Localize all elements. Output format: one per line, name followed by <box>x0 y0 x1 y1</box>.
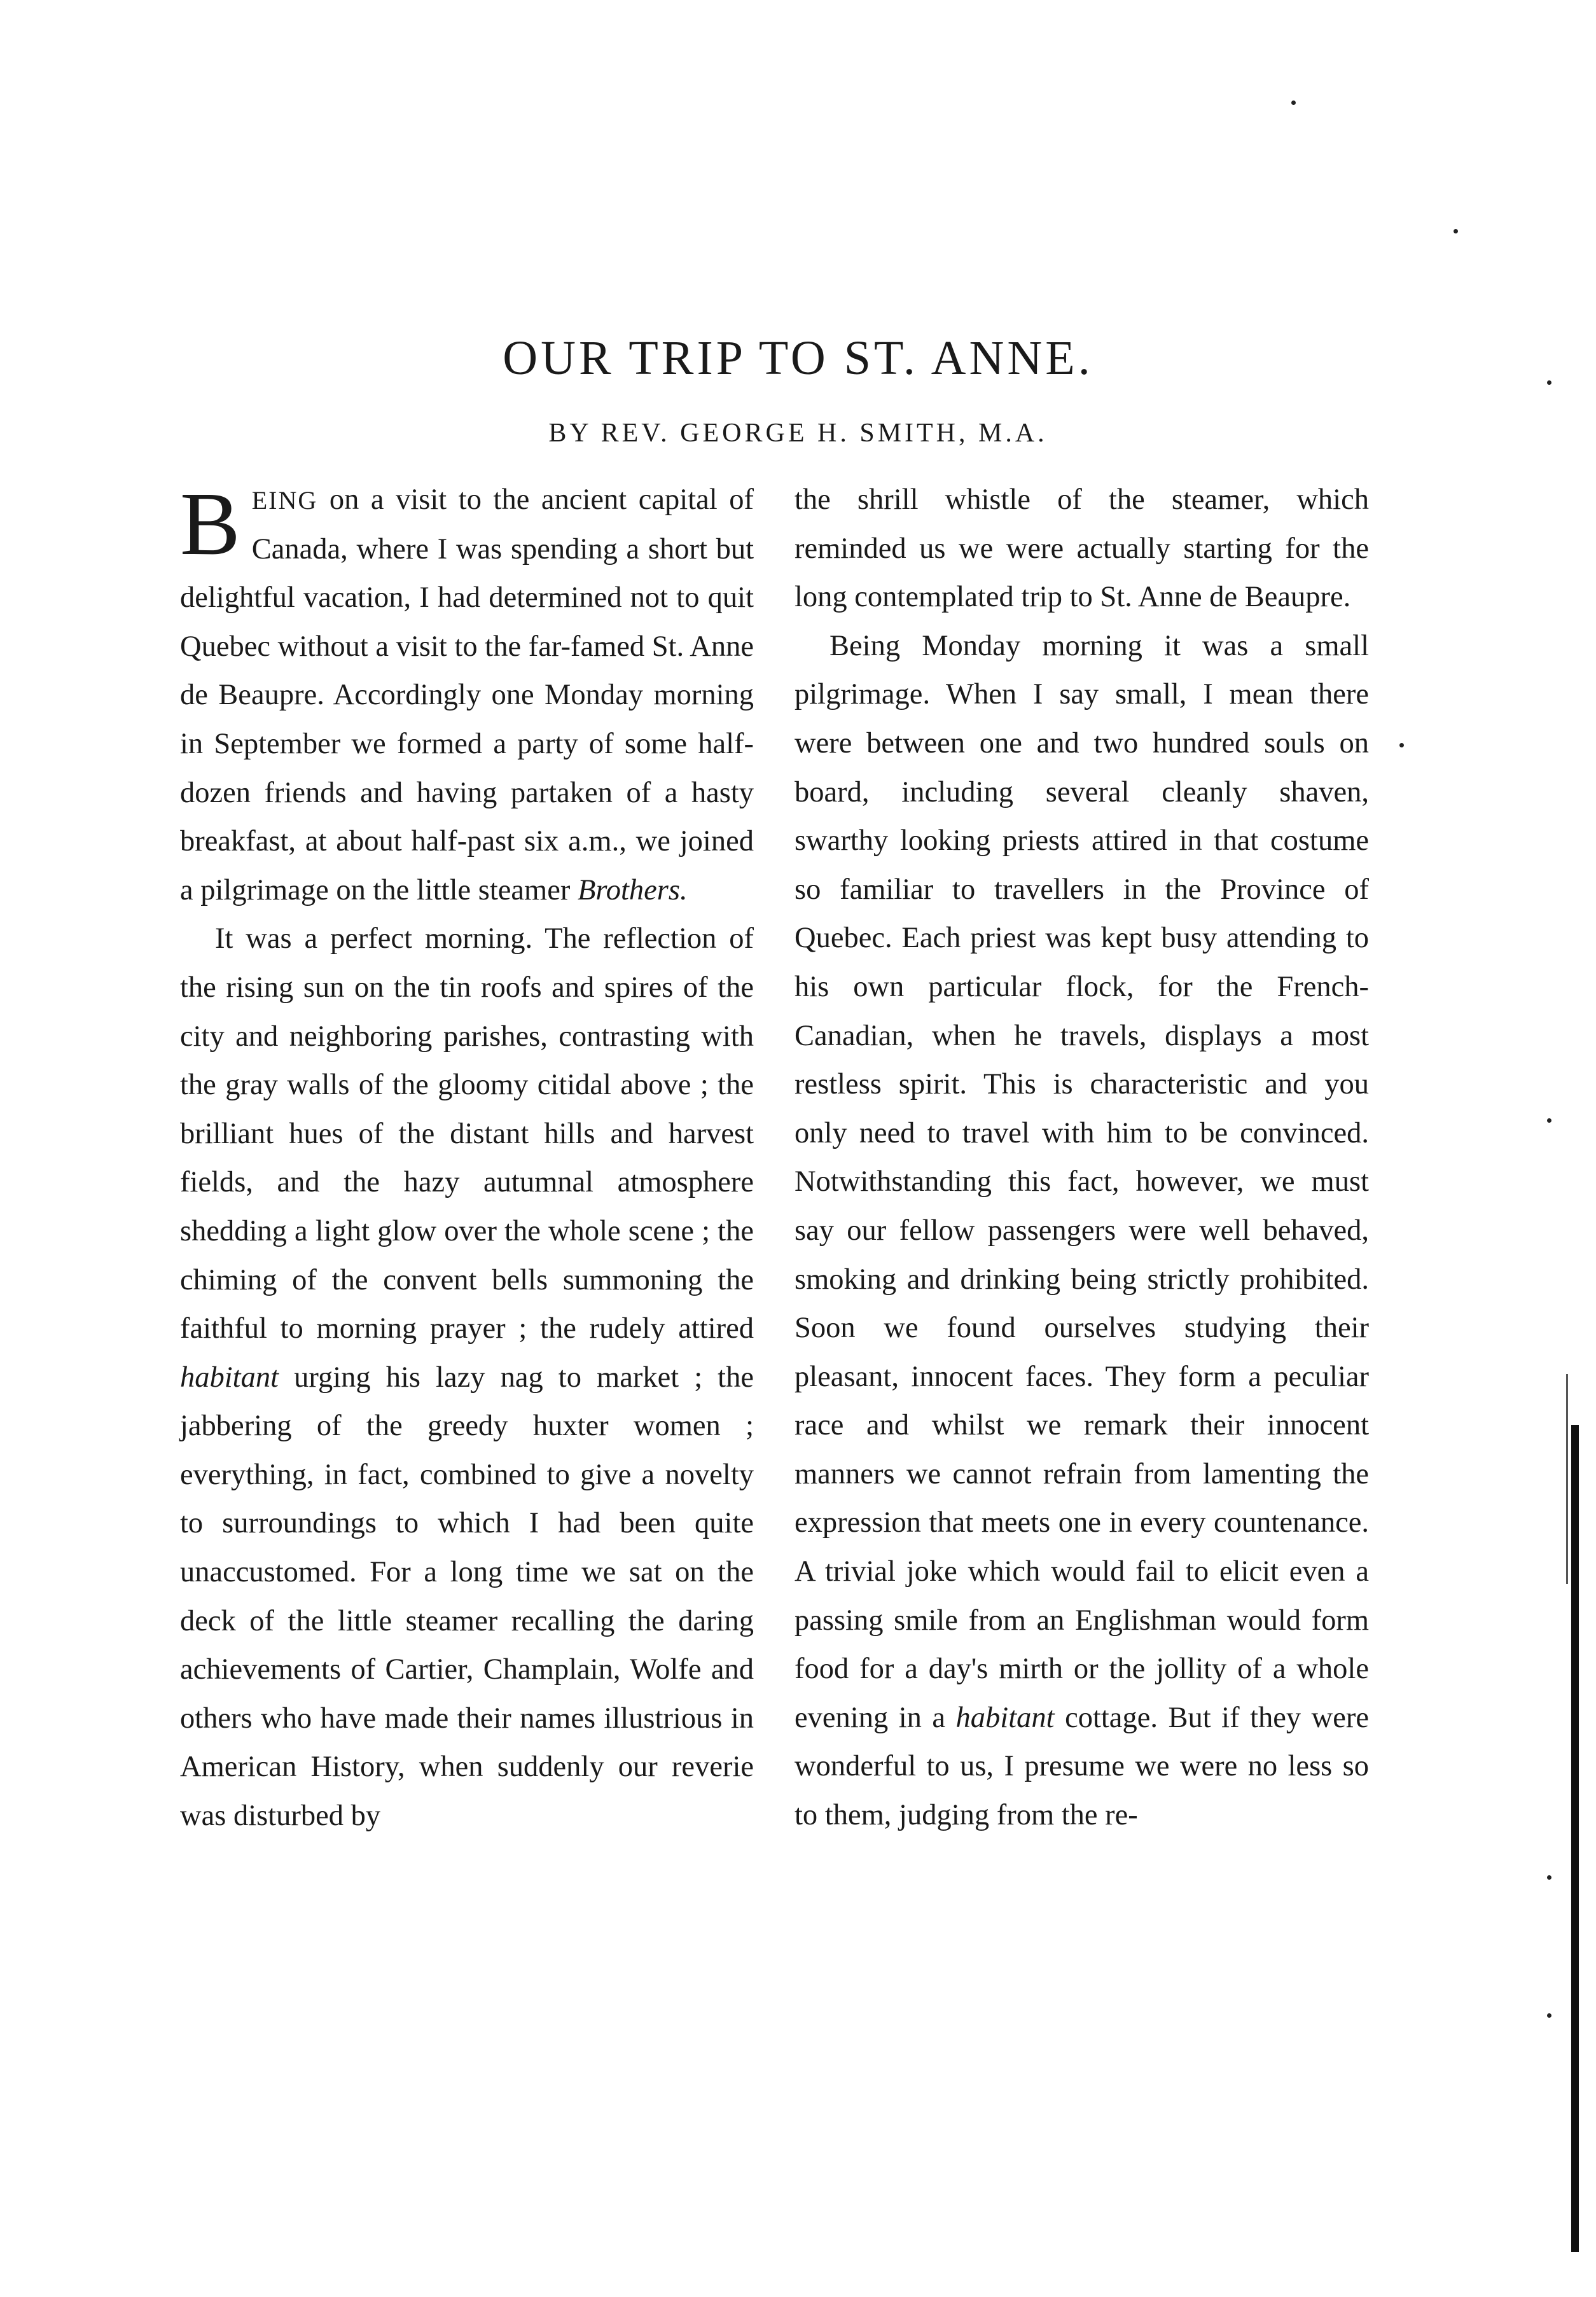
paragraph-2-continued: the shrill whistle of the steamer, which reminded us we were actually starting for the long contemplated trip to St. Anne de Beaupre. <box>795 483 1369 614</box>
paragraph-2-text-a: It was a perfect morning. The reflection of the rising sun on the tin roofs and spires of the city and neighboring parishes, contrasting with the gray walls of the gloomy citidal above ; the brilliant hues of the distant hills and harvest fields, and the hazy autumnal atmosphere shedding a light glow over the whole scene ; the chiming of the convent bells summoning the faithful to morning prayer ; the rudely attired <box>180 922 754 1345</box>
paragraph-1 <box>180 473 754 915</box>
scan-speck <box>1291 101 1296 105</box>
left-column <box>180 473 754 1841</box>
opening-word: EING <box>251 486 318 515</box>
habitant-term: habitant <box>180 1361 279 1394</box>
paragraph-3-text-a: Being Monday morning it was a small pilgrimage. When I say small, I mean there were between one and two hundred souls on board, including several cleanly shaven, swarthy looking priests attired in that costume so familiar to travellers in the Province of Quebec. Each priest was kept busy attending to his own particular flock, for the French-Canadian, when he travels, displays a most restless spirit. This is characteristic and you only need to travel with him to be convinced. Notwithstanding this fact, however, we must say our fellow passengers were well behaved, smoking and drinking being strictly prohibited. Soon we found ourselves studying their pleasant, innocent faces. They form a peculiar race and whilst we remark their innocent manners we cannot refrain from lamenting the expression that meets one in every countenance. A trivial joke which would fail to elicit even a passing smile from an Englishman would form food for a day's mirth or the jollity of a whole evening in a <box>795 629 1369 1734</box>
scan-speck <box>1547 2013 1551 2018</box>
right-column <box>795 476 1369 1840</box>
scan-speck <box>1547 380 1551 385</box>
scan-speck <box>1454 229 1458 233</box>
article-title: OUR TRIP TO ST. ANNE. <box>503 331 1093 385</box>
steamer-name: Brothers. <box>577 873 688 906</box>
scan-speck <box>1399 743 1404 747</box>
scan-speck <box>1547 1875 1551 1880</box>
article-byline: BY REV. GEORGE H. SMITH, M.A. <box>548 419 1048 448</box>
paragraph-2-text-b: urging his lazy nag to market ; the jabbering of the greedy huxter women ; everything, in fact, combined to give a novelty to surroundings to which I had been quite unaccustomed. For a long time we sat on the deck of the little steamer recalling the daring achievements of Cartier, Champlain, Wolfe and others who have made their names illustrious in American History, when suddenly our reverie was disturbed by <box>180 1361 754 1833</box>
paragraph-1-text: on a visit to the ancient capital of Canada, where I was spending a short but delightful vacation, I had determined not to quit Quebec without a visit to the far-famed St. Anne de Beaupre. Accordingly one Monday morning in September we formed a party of some half-dozen friends and having partaken of a hasty breakfast, at about half-past six a.m., we joined a pilgrimage on the little steamer <box>180 483 754 906</box>
scan-edge-line <box>1566 1374 1568 1584</box>
scan-edge-bar <box>1571 1425 1579 2252</box>
paragraph-2 <box>180 915 754 1840</box>
drop-cap: B <box>180 473 240 574</box>
paragraph-3-text-b: cottage. But if they were wonderful to us, I presume we were no less so to them, judging from the re- <box>795 1701 1369 1832</box>
habitant-term: habitant <box>955 1701 1055 1734</box>
scan-speck <box>1547 1118 1551 1123</box>
paragraph-3 <box>795 622 1369 1840</box>
